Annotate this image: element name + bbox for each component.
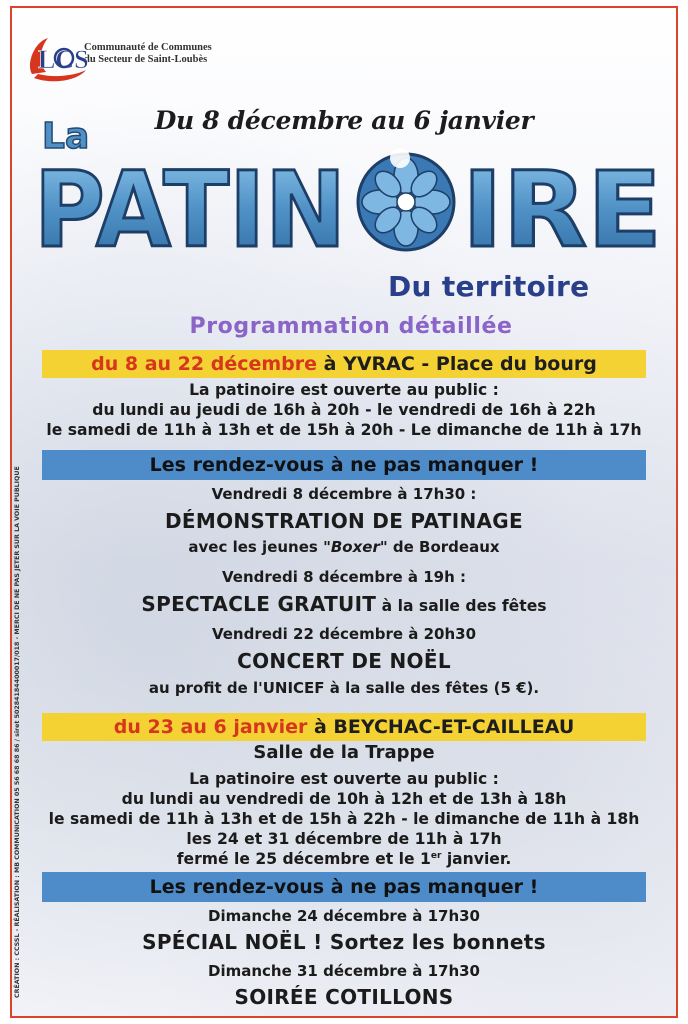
yvrac-banner: [42, 350, 646, 378]
yvrac-rdv-banner: Les rendez-vous à ne pas manquer !: [42, 450, 646, 480]
beychac-hours-holidays: les 24 et 31 décembre de 11h à 17h: [186, 830, 502, 848]
title-la: La: [42, 116, 90, 157]
event-title: SPÉCIAL NOËL ! Sortez les bonnets: [142, 930, 546, 954]
beychac-rdv-banner: Les rendez-vous à ne pas manquer !: [42, 872, 646, 902]
subtitle: Du territoire: [388, 270, 590, 303]
org-line-1: Communauté de Communes: [84, 42, 212, 53]
print-credit: CRÉATION : CCSSL - RÉALISATION : MB COMMUNICATION 05 56 68 68 86 / siret 50284184400017/018 - MERCI DE NE PAS JETER SUR LA VOIE PUBLIQUE: [14, 466, 21, 998]
event-title: SOIRÉE COTILLONS: [234, 985, 454, 1009]
main-title: [30, 144, 666, 264]
yvrac-hours-intro: La patinoire est ouverte au public :: [189, 381, 499, 399]
beychac-place: à BEYCHAC-ET-CAILLEAU: [313, 716, 575, 738]
yvrac-period: du 8 au 22 décembre: [91, 353, 318, 375]
title-ire: IRE: [462, 149, 662, 264]
yvrac-hours-weekday: du lundi au jeudi de 16h à 20h - le vendredi de 16h à 22h: [92, 401, 596, 419]
ccssl-logo-icon: [24, 30, 92, 86]
event-date: Vendredi 8 décembre à 19h :: [222, 568, 466, 586]
beychac-hours-intro: La patinoire est ouverte au public :: [189, 770, 499, 788]
title-patin: PATIN: [34, 149, 346, 264]
poster: [10, 6, 678, 1018]
snowflake-o-icon: [358, 148, 454, 250]
event-date: Dimanche 31 décembre à 17h30: [208, 962, 480, 980]
beychac-hours-weekend: le samedi de 11h à 13h et de 15h à 22h - le dimanche de 11h à 18h: [48, 810, 640, 828]
event-date: Vendredi 8 décembre à 17h30 :: [211, 485, 477, 503]
event-title: DÉMONSTRATION DE PATINAGE: [165, 509, 523, 533]
event-title: SPECTACLE GRATUIT à la salle des fêtes: [141, 592, 547, 616]
yvrac-hours-weekend: le samedi de 11h à 13h et de 15h à 20h - Le dimanche de 11h à 17h: [46, 421, 642, 439]
event-detail: au profit de l'UNICEF à la salle des fêtes (5 €).: [148, 679, 540, 697]
event-date: Dimanche 24 décembre à 17h30: [208, 907, 480, 925]
event-detail: avec les jeunes "Boxer" de Bordeaux: [188, 538, 500, 556]
event-title: CONCERT DE NOËL: [237, 649, 451, 673]
beychac-closed: fermé le 25 décembre et le 1er janvier.: [176, 850, 512, 868]
event-date: Vendredi 22 décembre à 20h30: [211, 625, 477, 643]
beychac-banner: [42, 713, 646, 741]
yvrac-place: à YVRAC - Place du bourg: [323, 353, 597, 375]
org-line-2: du Secteur de Saint-Loubès: [84, 54, 208, 65]
org-logo: [24, 30, 212, 86]
programme-heading: Programmation détaillée: [189, 314, 513, 339]
beychac-venue: Salle de la Trappe: [253, 742, 435, 763]
beychac-hours-weekday: du lundi au vendredi de 10h à 12h et de 13h à 18h: [121, 790, 567, 808]
svg-text:LCS: LCS: [38, 45, 89, 74]
event-dates: Du 8 décembre au 6 janvier: [154, 106, 534, 135]
beychac-period: du 23 au 6 janvier: [113, 716, 308, 738]
